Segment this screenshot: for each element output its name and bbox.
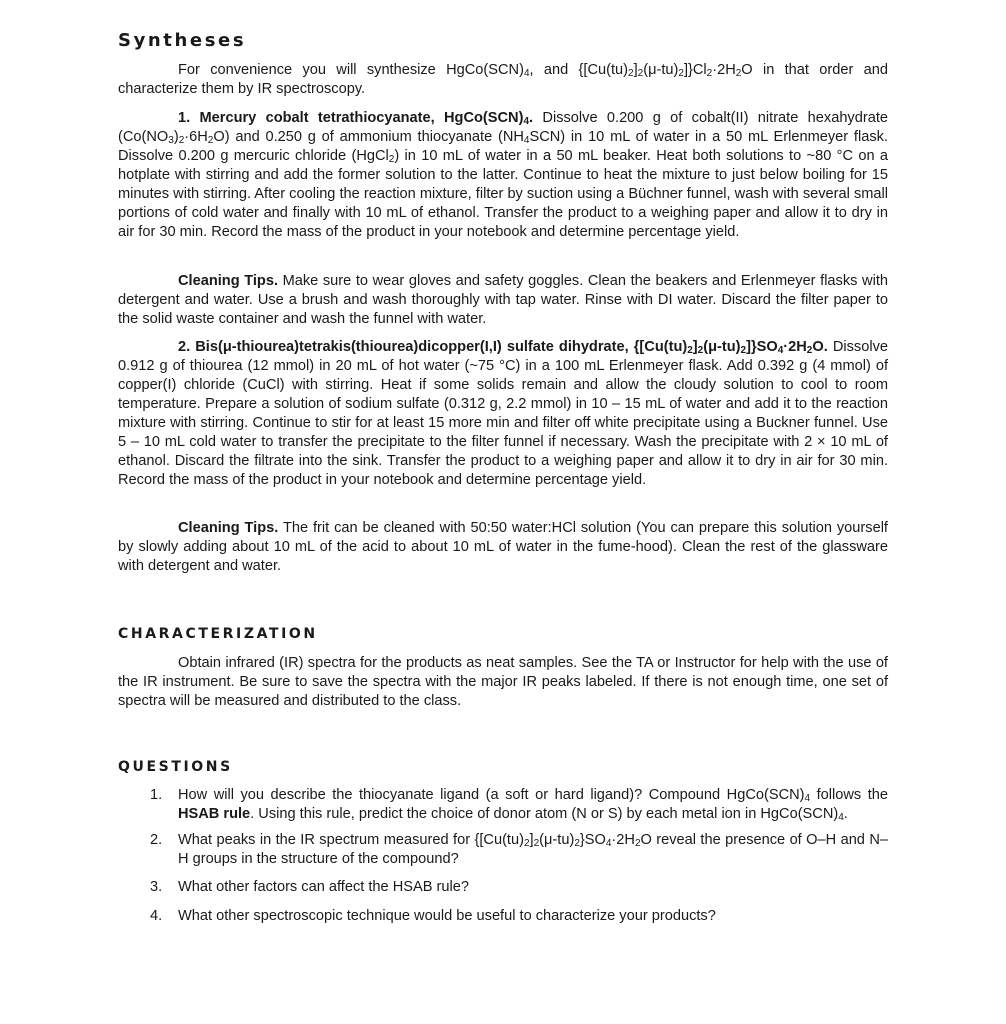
synthesis-1-title: 1. Mercury cobalt tetrathiocyanate, $HgCo(SCN)_4$. (178, 110, 534, 127)
questions-list (118, 786, 888, 926)
cleaning-tips-2: Cleaning Tips. The frit can be cleaned with 50:50 water:HCl solution (You can prepare this solution yourself by slowly adding about 10 mL of the acid to about 10 mL of water in the fume-hood). Clean the rest of the glassware with detergent and water. (118, 520, 888, 574)
characterization-paragraph: Obtain infrared (IR) spectra for the products as neat samples. See the TA or Instructor for help with the use of the IR instrument. Be sure to save the spectra with the major IR peaks labeled. If there is not enough time, one set of spectra will be measured and distributed to the class. (118, 655, 888, 709)
synthesis-2-paragraph: 2. Bis(μ-thiourea)tetrakis(thiourea)dicopper(I,I) sulfate dihydrate, $\{[Cu(tu)_2]_2(\mu-tu)_2]\}SO_4\cdot 2H_2O$. Dissolve 0.912 g of thiourea (12 mmol) in 20 mL of hot water (~75 °C) in a 100 mL Erlenmeyer flask. Add 0.392 g (4 mmol) of copper(I) chloride (CuCl) with stirring. Heat if some solids remain and allow the cloudy solution to cool to room temperature. Prepare a solution of sodium sulfate (0.312 g, 2.2 mmol) in 10 – 15 mL of water and add it to the reaction mixture with stirring. Continue to stir for at least 15 more min and filter off white precipitate using a Buckner funnel. Use 5 – 10 mL cold water to transfer the precipitate to the filter funnel if necessary. Wash the precipitate with 2 × 10 mL of ethanol. Discard the filtrate into the sink. Transfer the product to a weighing paper and allow it to dry in air for 30 min. Record the mass of the product in your notebook and determine percentage yield. (118, 339, 888, 488)
question-item: 4. What other spectroscopic technique would be useful to characterize your products? (150, 908, 716, 924)
intro-paragraph: For convenience you will synthesize $HgCo(SCN)_4$, and $\{[Cu(tu)_2]_2(\mu-tu)_2]\}Cl_2\cdot 2H_2O$ in that order and characterize them by IR spectroscopy. (118, 62, 888, 97)
synthesis-1-paragraph: 1. Mercury cobalt tetrathiocyanate, $HgCo(SCN)_4$. Dissolve 0.200 g of cobalt(II) nitrate hexahydrate $(Co(NO_3)_2\cdot 6H_2O)$ and 0.250 g of ammonium thiocyanate $(NH_4SCN)$ in 10 mL of water in a 50 mL Erlenmeyer flask. Dissolve 0.200 g mercuric chloride (HgCl$_2$) in 10 mL of water in a 50 mL beaker. Heat both solutions to ~80 °C on a hotplate with stirring and add the former solution to the latter. Continue to heat the mixture to just below boiling for 15 minutes with stirring. After cooling the reaction mixture, filter by suction using a Büchner funnel, wash with several small portions of cold water and finally with 10 mL of ethanol. Transfer the product to a weighing paper and allow it to dry in air for 30 min. Record the mass of the product in your notebook and determine percentage yield. (118, 110, 889, 240)
questions-heading: QUESTIONS (118, 759, 233, 775)
cleaning-tips-1: Cleaning Tips. Make sure to wear gloves and safety goggles. Clean the beakers and Erlenmeyer flasks with detergent and water. Use a brush and wash thoroughly with tap water. Rinse with DI water. Discard the filter paper to the solid waste container and wash the funnel with water. (118, 273, 888, 327)
question-item: 1. How will you describe the thiocyanate ligand (a soft or hard ligand)? Compound $HgCo(SCN)_4$ follows the HSAB rule. Using this rule, predict the choice of donor atom (N or S) by each metal ion in $HgCo(SCN)_4$. (150, 787, 888, 823)
syntheses-heading: Syntheses (118, 30, 247, 51)
question-item: 2. What peaks in the IR spectrum measured for $\{[Cu(tu)_2]_2(\mu-tu)_2\}SO_4\cdot 2H_2O$ reveal the presence of O–H and N–H groups in the structure of the compound? (150, 832, 888, 867)
synthesis-2-title: 2. Bis(μ-thiourea)tetrakis(thiourea)dicopper(I,I) sulfate dihydrate, $\{[Cu(tu)_2]_2(\mu-tu)_2]\}SO_4\cdot 2H_2O$. (178, 339, 828, 356)
characterization-heading: CHARACTERIZATION (118, 626, 318, 642)
question-item: 3. What other factors can affect the HSAB rule? (150, 879, 469, 895)
